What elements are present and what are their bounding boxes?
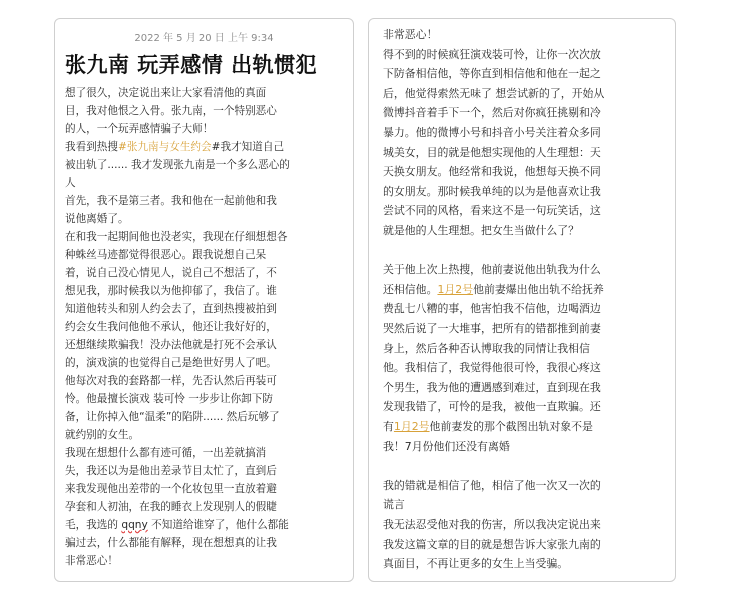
text-segment: 在和我一起期间他也没老实，我现在仔细想想各 (65, 231, 288, 243)
text-segment: 的，演戏演的也觉得自己是绝世好男人了吧。 (65, 357, 277, 369)
text-segment: 着，说自己没心情见人，说自己不想活了，不 (65, 267, 277, 279)
date-link: 1月2号 (437, 282, 474, 296)
text-line (383, 380, 671, 395)
text-segment: 我看到热搜 (65, 141, 118, 153)
text-segment: 我现在想想什么都有迹可循，一出差就搞消 (65, 447, 267, 459)
text-segment: 想见我，那时候我以为他抑郁了，我信了。谁 (65, 285, 277, 297)
text-line (383, 47, 671, 62)
text-segment: 我的错就是相信了他，相信了他一次又一次的 (383, 478, 601, 492)
text-segment: 非常恶心！ (65, 555, 118, 567)
text-segment: 谎言 (383, 498, 405, 512)
post-timestamp: 2022 年 5 月 20 日 上午 9:34 (134, 33, 274, 44)
text-segment: 就是他的人生理想。把女生当做什么了？ (383, 224, 580, 237)
text-line (65, 212, 349, 227)
text-segment: 城美女，目的就是他想实现他的人生理想：天 (383, 145, 601, 159)
text-segment: 个男生，我为他的遭遇感到难过，直到现在我 (383, 380, 601, 394)
text-line (65, 140, 349, 155)
text-segment: 真面目，不再让更多的女生上当受骗。 (383, 557, 569, 571)
text-segment: 备，让你掉入他“温柔”的陷阱...... 然后玩够了 (65, 411, 280, 423)
marked-word: qqny (121, 519, 148, 531)
text-line (65, 518, 349, 533)
text-line (383, 478, 671, 493)
text-segment: 有 (383, 420, 394, 433)
text-segment: 约会女生我问他他不承认，他还让我好好的， (65, 321, 277, 333)
text-segment: 我无法忍受他对我的伤害，所以我决定说出来 (383, 518, 601, 531)
text-line (65, 428, 349, 443)
text-segment: 还想继续欺骗我！没办法他就是打死不会承认 (65, 339, 277, 351)
text-segment: 天换女朋友。他经常和我说，他想每天换不同 (383, 165, 601, 179)
text-segment: 首先，我不是第三者。我和他在一起前他和我 (65, 195, 277, 207)
text-segment: 得不到的时候疯狂演戏装可怜，让你一次次放 (383, 47, 601, 61)
text-line (65, 284, 349, 299)
text-segment: 种蛛丝马迹都觉得很恶心。跟我说想自己呆 (65, 249, 267, 261)
text-segment: 微博抖音着手下一个，然后对你疯狂挑剔和冷 (383, 106, 601, 120)
text-line (65, 86, 349, 101)
text-line (383, 184, 671, 199)
text-line (65, 266, 349, 281)
date-link: 1月2号 (393, 420, 430, 433)
text-line (65, 302, 349, 317)
text-segment: 怜。他最擅长演戏 装可怜 一步步让你卸下防 (65, 393, 274, 405)
text-line (383, 66, 671, 81)
hashtag-link: #张九南与女生约会 (117, 141, 212, 153)
text-line (383, 223, 671, 238)
text-segment: 哭然后说了一大堆事，把所有的错都推到前妻 (383, 322, 601, 335)
text-line (383, 537, 671, 552)
text-line (383, 125, 671, 140)
text-segment: #我才知道自己 (211, 141, 285, 153)
text-segment: 费乱七八糟的事，他害怕我不信他，边喝酒边 (383, 302, 601, 316)
text-line (383, 497, 671, 512)
text-line (65, 500, 349, 515)
text-line (383, 517, 671, 532)
text-line (65, 338, 349, 353)
text-line (65, 410, 349, 425)
text-segment: 孕套和人初油，在我的睡衣上发现别人的假睫 (65, 501, 277, 513)
text-segment: 发现我错了，可怜的是我，被他一直欺骗。还 (383, 400, 601, 414)
text-line (383, 399, 671, 414)
text-segment: 后，他觉得索然无味了 想尝试新的了，开始从 (383, 86, 605, 100)
text-line (383, 341, 671, 356)
text-line (65, 320, 349, 335)
text-segment: 他。我相信了，我觉得他很可怜，我很心疼这 (383, 361, 601, 375)
text-line (383, 27, 671, 42)
text-segment: 尝试不同的风格，看来这不是一句玩笑话，这 (383, 204, 601, 218)
text-segment: 非常恶心！ (383, 28, 438, 41)
text-line (383, 86, 671, 101)
text-line (65, 194, 349, 209)
text-segment: 身上，然后各种否认博取我的同情让我相信 (383, 341, 590, 355)
right-article-screenshot (368, 18, 676, 582)
text-segment: 说他离婚了。 (65, 213, 129, 225)
text-segment: 失，我还以为是他出差录节目太忙了，直到后 (65, 465, 277, 477)
text-segment: 目，我对他恨之入骨。张九南，一个特别恶心 (65, 105, 277, 117)
text-segment: 来我发现他出差带的一个化妆包里一直放着避 (65, 483, 277, 495)
text-segment: 人 (65, 177, 76, 189)
text-segment: 下防备相信他，等你直到相信他和他在一起之 (383, 67, 601, 81)
text-segment: 他前妻爆出他出轨不给抚养 (473, 282, 604, 296)
text-segment: 毛，我选的 (65, 519, 122, 531)
text-line (65, 122, 349, 137)
text-line (383, 439, 671, 454)
text-line (65, 104, 349, 119)
text-line (65, 446, 349, 461)
text-line (383, 556, 671, 571)
text-line (383, 262, 671, 277)
text-line (65, 374, 349, 389)
text-line (65, 392, 349, 407)
text-segment: 他前妻发的那个截图出轨对象不是 (429, 420, 593, 433)
text-segment: 就约别的女生。 (65, 429, 140, 441)
text-segment: 不知道给谁穿了，他什么都能 (147, 519, 289, 531)
text-line (65, 158, 349, 173)
text-segment: 骗过去，什么都能有解释，现在想想真的让我 (65, 537, 277, 549)
text-line (383, 145, 671, 160)
text-segment: 的女朋友。那时候我单纯的以为是他喜欢让我 (383, 184, 601, 198)
article-title: 张九南 玩弄感情 出轨惯犯 (65, 53, 318, 77)
text-segment: 想了很久，决定说出来让大家看清他的真面 (65, 87, 267, 99)
text-line (65, 230, 349, 245)
text-line (65, 482, 349, 497)
text-line (65, 536, 349, 551)
text-line (383, 105, 671, 120)
text-line (383, 321, 671, 336)
text-line (383, 203, 671, 218)
text-segment: 暴力。他的微博小号和抖音小号关注着众多同 (383, 126, 601, 139)
text-segment: 还相信他。 (383, 282, 438, 296)
text-line (65, 356, 349, 371)
text-line (65, 248, 349, 263)
text-segment: 被出轨了...... 我才发现张九南是一个多么恶心的 (65, 159, 290, 171)
text-segment: 我发这篇文章的目的就是想告诉大家张九南的 (383, 537, 601, 551)
text-line (65, 176, 349, 191)
text-segment: 的人，一个玩弄感情骗子大师！ (65, 123, 214, 135)
text-segment: 他每次对我的套路都一样，先否认然后再装可 (65, 375, 277, 387)
text-line (65, 464, 349, 479)
text-line (65, 554, 349, 569)
text-segment: 我！7月份他们还没有离婚 (383, 439, 510, 453)
text-line (383, 419, 671, 434)
text-segment: 关于他上次上热搜，他前妻说他出轨我为什么 (383, 263, 601, 277)
text-line (383, 282, 671, 297)
left-article-screenshot (54, 18, 354, 582)
text-line (383, 164, 671, 179)
text-line (383, 360, 671, 375)
text-segment: 知道他转头和别人约会去了，直到热搜被拍到 (65, 303, 277, 315)
text-line (383, 301, 671, 316)
